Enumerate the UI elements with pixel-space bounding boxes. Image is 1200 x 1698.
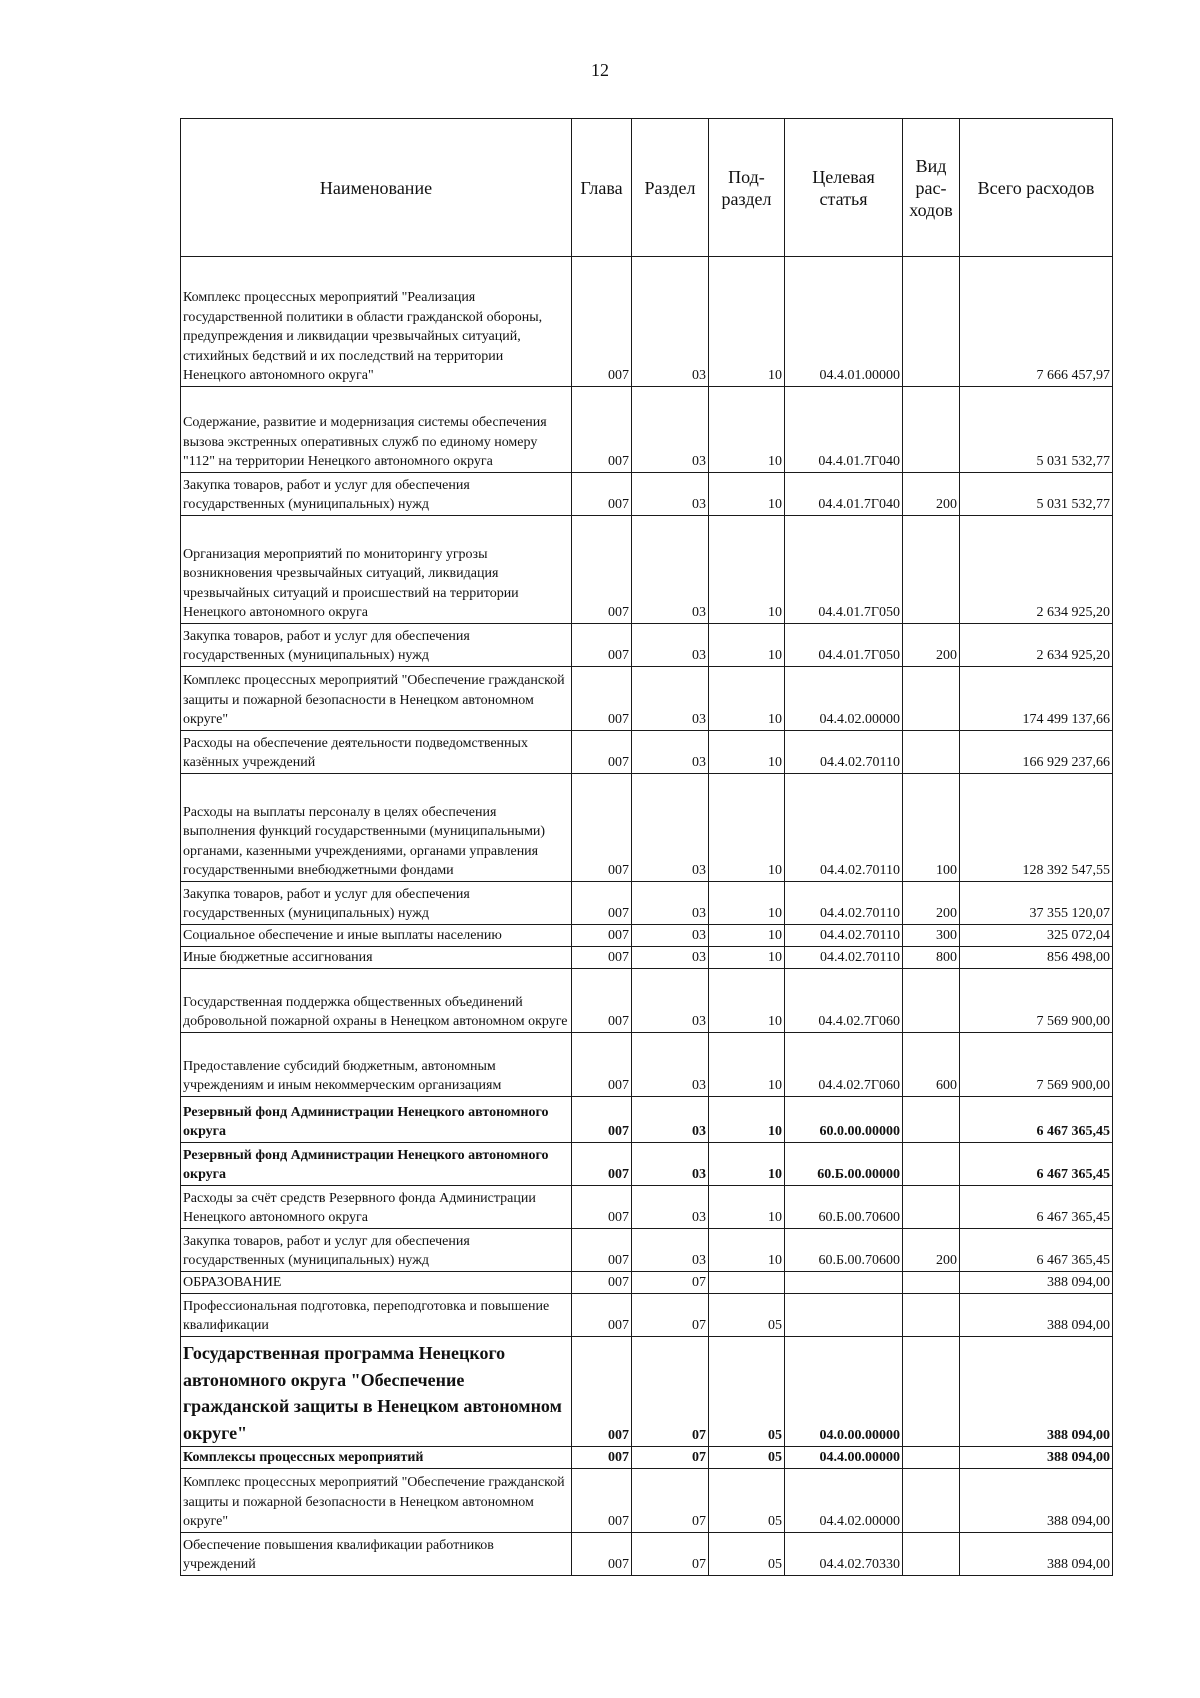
cell-vid-rashodov: 300 xyxy=(903,925,960,947)
cell-vid-rashodov: 200 xyxy=(903,624,960,667)
table-row xyxy=(181,1033,1113,1097)
cell-glava: 007 xyxy=(572,882,632,925)
cell-razdel: 07 xyxy=(632,1469,709,1533)
cell-razdel: 03 xyxy=(632,1143,709,1186)
cell-celevaya-statya: 04.4.02.00000 xyxy=(785,667,903,731)
cell-glava: 007 xyxy=(572,1533,632,1576)
cell-glava: 007 xyxy=(572,1186,632,1229)
table-row xyxy=(181,1272,1113,1294)
cell-vid-rashodov: 800 xyxy=(903,947,960,969)
cell-podrazdel: 05 xyxy=(709,1447,785,1469)
cell-name: Резервный фонд Администрации Ненецкого автономного округа xyxy=(181,1143,572,1186)
cell-celevaya-statya: 04.4.01.00000 xyxy=(785,257,903,387)
table-row xyxy=(181,257,1113,387)
cell-podrazdel: 10 xyxy=(709,947,785,969)
cell-name: Обеспечение повышения квалификации работников учреждений xyxy=(181,1533,572,1576)
cell-podrazdel: 10 xyxy=(709,1143,785,1186)
cell-total: 128 392 547,55 xyxy=(960,774,1113,882)
table-row xyxy=(181,1097,1113,1143)
cell-name: Профессиональная подготовка, переподготовка и повышение квалификации xyxy=(181,1294,572,1337)
cell-razdel: 03 xyxy=(632,1186,709,1229)
cell-razdel: 07 xyxy=(632,1337,709,1447)
cell-celevaya-statya: 04.4.02.7Г060 xyxy=(785,1033,903,1097)
cell-razdel: 03 xyxy=(632,947,709,969)
table-row xyxy=(181,774,1113,882)
table-row xyxy=(181,925,1113,947)
cell-celevaya-statya: 60.0.00.00000 xyxy=(785,1097,903,1143)
cell-vid-rashodov xyxy=(903,1143,960,1186)
budget-table xyxy=(180,118,1113,1576)
cell-total: 388 094,00 xyxy=(960,1447,1113,1469)
cell-razdel: 03 xyxy=(632,969,709,1033)
cell-razdel: 07 xyxy=(632,1272,709,1294)
cell-total: 6 467 365,45 xyxy=(960,1097,1113,1143)
cell-podrazdel: 10 xyxy=(709,925,785,947)
header-total: Всего расходов xyxy=(960,119,1113,257)
cell-glava: 007 xyxy=(572,1143,632,1186)
cell-total: 37 355 120,07 xyxy=(960,882,1113,925)
cell-podrazdel: 10 xyxy=(709,257,785,387)
cell-razdel: 03 xyxy=(632,1229,709,1272)
cell-podrazdel: 10 xyxy=(709,1186,785,1229)
cell-celevaya-statya: 60.Б.00.70600 xyxy=(785,1229,903,1272)
cell-celevaya-statya: 04.4.02.70110 xyxy=(785,882,903,925)
cell-glava: 007 xyxy=(572,387,632,473)
cell-name: Комплекс процессных мероприятий "Обеспечение гражданской защиты и пожарной безопасности в Ненецком автономном округе" xyxy=(181,1469,572,1533)
cell-razdel: 03 xyxy=(632,667,709,731)
cell-total: 388 094,00 xyxy=(960,1469,1113,1533)
page-number: 12 xyxy=(591,60,609,80)
cell-glava: 007 xyxy=(572,667,632,731)
cell-vid-rashodov xyxy=(903,1469,960,1533)
cell-celevaya-statya: 04.4.01.7Г050 xyxy=(785,516,903,624)
cell-podrazdel: 10 xyxy=(709,731,785,774)
cell-glava: 007 xyxy=(572,947,632,969)
cell-celevaya-statya: 04.4.02.70330 xyxy=(785,1533,903,1576)
cell-podrazdel: 05 xyxy=(709,1533,785,1576)
cell-podrazdel: 05 xyxy=(709,1337,785,1447)
cell-total: 6 467 365,45 xyxy=(960,1143,1113,1186)
table-row xyxy=(181,1229,1113,1272)
cell-celevaya-statya: 04.4.01.7Г040 xyxy=(785,387,903,473)
cell-vid-rashodov xyxy=(903,1272,960,1294)
cell-vid-rashodov xyxy=(903,1447,960,1469)
cell-glava: 007 xyxy=(572,1469,632,1533)
cell-celevaya-statya: 04.0.00.00000 xyxy=(785,1337,903,1447)
cell-total: 388 094,00 xyxy=(960,1294,1113,1337)
header-podrazdel: Под- раздел xyxy=(709,119,785,257)
cell-podrazdel: 10 xyxy=(709,1229,785,1272)
cell-vid-rashodov xyxy=(903,731,960,774)
cell-celevaya-statya xyxy=(785,1272,903,1294)
cell-podrazdel: 10 xyxy=(709,1097,785,1143)
header-glava: Глава xyxy=(572,119,632,257)
table-row xyxy=(181,1469,1113,1533)
cell-razdel: 03 xyxy=(632,624,709,667)
header-name: Наименование xyxy=(181,119,572,257)
cell-total: 2 634 925,20 xyxy=(960,516,1113,624)
cell-glava: 007 xyxy=(572,774,632,882)
table-row xyxy=(181,1447,1113,1469)
header-row xyxy=(181,119,1113,257)
cell-total: 5 031 532,77 xyxy=(960,387,1113,473)
cell-vid-rashodov xyxy=(903,1097,960,1143)
cell-total: 325 072,04 xyxy=(960,925,1113,947)
cell-total: 7 666 457,97 xyxy=(960,257,1113,387)
cell-podrazdel: 05 xyxy=(709,1469,785,1533)
cell-glava: 007 xyxy=(572,624,632,667)
cell-glava: 007 xyxy=(572,1294,632,1337)
cell-name: Закупка товаров, работ и услуг для обеспечения государственных (муниципальных) нужд xyxy=(181,1229,572,1272)
table-row xyxy=(181,1533,1113,1576)
cell-celevaya-statya: 04.4.02.70110 xyxy=(785,731,903,774)
cell-celevaya-statya: 60.Б.00.00000 xyxy=(785,1143,903,1186)
cell-razdel: 07 xyxy=(632,1533,709,1576)
cell-name: Комплексы процессных мероприятий xyxy=(181,1447,572,1469)
cell-razdel: 03 xyxy=(632,1033,709,1097)
cell-vid-rashodov: 200 xyxy=(903,473,960,516)
cell-vid-rashodov xyxy=(903,257,960,387)
cell-razdel: 03 xyxy=(632,925,709,947)
cell-total: 856 498,00 xyxy=(960,947,1113,969)
cell-vid-rashodov: 100 xyxy=(903,774,960,882)
cell-razdel: 07 xyxy=(632,1447,709,1469)
table-row xyxy=(181,473,1113,516)
cell-total: 388 094,00 xyxy=(960,1533,1113,1576)
cell-celevaya-statya: 04.4.00.00000 xyxy=(785,1447,903,1469)
cell-vid-rashodov xyxy=(903,1533,960,1576)
cell-total: 6 467 365,45 xyxy=(960,1186,1113,1229)
table-row xyxy=(181,1186,1113,1229)
cell-podrazdel: 10 xyxy=(709,882,785,925)
cell-celevaya-statya xyxy=(785,1294,903,1337)
cell-name: ОБРАЗОВАНИЕ xyxy=(181,1272,572,1294)
cell-name: Государственная программа Ненецкого автономного округа "Обеспечение гражданской защиты в Ненецком автономном округе" xyxy=(181,1337,572,1447)
cell-vid-rashodov xyxy=(903,516,960,624)
cell-total: 7 569 900,00 xyxy=(960,969,1113,1033)
cell-celevaya-statya: 04.4.02.70110 xyxy=(785,774,903,882)
cell-celevaya-statya: 60.Б.00.70600 xyxy=(785,1186,903,1229)
cell-total: 388 094,00 xyxy=(960,1272,1113,1294)
cell-name: Резервный фонд Администрации Ненецкого автономного округа xyxy=(181,1097,572,1143)
cell-vid-rashodov: 200 xyxy=(903,1229,960,1272)
table-row xyxy=(181,1337,1113,1447)
cell-vid-rashodov xyxy=(903,667,960,731)
cell-total: 166 929 237,66 xyxy=(960,731,1113,774)
cell-podrazdel: 10 xyxy=(709,624,785,667)
cell-name: Расходы на выплаты персоналу в целях обеспечения выполнения функций государственными (муниципальными) органами, казенными учреждениями, органами управления государственными внебюджетными фондами xyxy=(181,774,572,882)
header-celevaya-statya: Целевая статья xyxy=(785,119,903,257)
cell-podrazdel: 10 xyxy=(709,473,785,516)
cell-total: 388 094,00 xyxy=(960,1337,1113,1447)
table-row xyxy=(181,667,1113,731)
cell-glava: 007 xyxy=(572,1229,632,1272)
cell-celevaya-statya: 04.4.02.70110 xyxy=(785,925,903,947)
cell-vid-rashodov: 600 xyxy=(903,1033,960,1097)
cell-podrazdel xyxy=(709,1272,785,1294)
cell-name: Закупка товаров, работ и услуг для обеспечения государственных (муниципальных) нужд xyxy=(181,624,572,667)
table-body xyxy=(181,257,1113,1576)
cell-name: Организация мероприятий по мониторингу угрозы возникновения чрезвычайных ситуаций, ликвидация чрезвычайных ситуаций и происшествий на территории Ненецкого автономного округа xyxy=(181,516,572,624)
table-row xyxy=(181,1294,1113,1337)
cell-glava: 007 xyxy=(572,731,632,774)
cell-glava: 007 xyxy=(572,969,632,1033)
cell-celevaya-statya: 04.4.02.7Г060 xyxy=(785,969,903,1033)
cell-name: Социальное обеспечение и иные выплаты населению xyxy=(181,925,572,947)
cell-name: Содержание, развитие и модернизация системы обеспечения вызова экстренных оперативных служб по единому номеру "112" на территории Ненецкого автономного округа xyxy=(181,387,572,473)
cell-podrazdel: 10 xyxy=(709,969,785,1033)
cell-vid-rashodov: 200 xyxy=(903,882,960,925)
table-row xyxy=(181,1143,1113,1186)
cell-podrazdel: 05 xyxy=(709,1294,785,1337)
cell-podrazdel: 10 xyxy=(709,667,785,731)
cell-razdel: 03 xyxy=(632,387,709,473)
cell-razdel: 03 xyxy=(632,731,709,774)
cell-name: Государственная поддержка общественных объединений добровольной пожарной охраны в Ненецком автономном округе xyxy=(181,969,572,1033)
cell-glava: 007 xyxy=(572,257,632,387)
cell-total: 2 634 925,20 xyxy=(960,624,1113,667)
cell-name: Расходы за счёт средств Резервного фонда Администрации Ненецкого автономного округа xyxy=(181,1186,572,1229)
cell-celevaya-statya: 04.4.01.7Г050 xyxy=(785,624,903,667)
table-row xyxy=(181,387,1113,473)
cell-name: Закупка товаров, работ и услуг для обеспечения государственных (муниципальных) нужд xyxy=(181,473,572,516)
cell-vid-rashodov xyxy=(903,387,960,473)
cell-vid-rashodov xyxy=(903,1186,960,1229)
table-row xyxy=(181,731,1113,774)
table-row xyxy=(181,516,1113,624)
cell-glava: 007 xyxy=(572,1447,632,1469)
table-row xyxy=(181,969,1113,1033)
cell-glava: 007 xyxy=(572,1272,632,1294)
cell-total: 174 499 137,66 xyxy=(960,667,1113,731)
cell-glava: 007 xyxy=(572,925,632,947)
cell-razdel: 03 xyxy=(632,774,709,882)
header-vid-rashodov: Вид рас- ходов xyxy=(903,119,960,257)
cell-glava: 007 xyxy=(572,473,632,516)
cell-razdel: 07 xyxy=(632,1294,709,1337)
cell-glava: 007 xyxy=(572,1033,632,1097)
cell-celevaya-statya: 04.4.02.70110 xyxy=(785,947,903,969)
table-row xyxy=(181,947,1113,969)
cell-razdel: 03 xyxy=(632,882,709,925)
cell-razdel: 03 xyxy=(632,473,709,516)
cell-vid-rashodov xyxy=(903,1294,960,1337)
cell-total: 6 467 365,45 xyxy=(960,1229,1113,1272)
cell-glava: 007 xyxy=(572,1097,632,1143)
cell-podrazdel: 10 xyxy=(709,774,785,882)
table-row xyxy=(181,624,1113,667)
cell-razdel: 03 xyxy=(632,257,709,387)
cell-total: 7 569 900,00 xyxy=(960,1033,1113,1097)
header-razdel: Раздел xyxy=(632,119,709,257)
cell-vid-rashodov xyxy=(903,1337,960,1447)
cell-podrazdel: 10 xyxy=(709,387,785,473)
cell-name: Закупка товаров, работ и услуг для обеспечения государственных (муниципальных) нужд xyxy=(181,882,572,925)
cell-razdel: 03 xyxy=(632,1097,709,1143)
cell-name: Расходы на обеспечение деятельности подведомственных казённых учреждений xyxy=(181,731,572,774)
cell-name: Предоставление субсидий бюджетным, автономным учреждениям и иным некоммерческим организациям xyxy=(181,1033,572,1097)
cell-name: Комплекс процессных мероприятий "Реализация государственной политики в области гражданской обороны, предупреждения и ликвидации чрезвычайных ситуаций, стихийных бедствий и их последствий на территории Ненецкого автономного округа" xyxy=(181,257,572,387)
cell-podrazdel: 10 xyxy=(709,1033,785,1097)
cell-name: Комплекс процессных мероприятий "Обеспечение гражданской защиты и пожарной безопасности в Ненецком автономном округе" xyxy=(181,667,572,731)
cell-glava: 007 xyxy=(572,516,632,624)
cell-name: Иные бюджетные ассигнования xyxy=(181,947,572,969)
cell-glava: 007 xyxy=(572,1337,632,1447)
cell-razdel: 03 xyxy=(632,516,709,624)
table-row xyxy=(181,882,1113,925)
cell-celevaya-statya: 04.4.02.00000 xyxy=(785,1469,903,1533)
cell-total: 5 031 532,77 xyxy=(960,473,1113,516)
cell-vid-rashodov xyxy=(903,969,960,1033)
cell-celevaya-statya: 04.4.01.7Г040 xyxy=(785,473,903,516)
cell-podrazdel: 10 xyxy=(709,516,785,624)
